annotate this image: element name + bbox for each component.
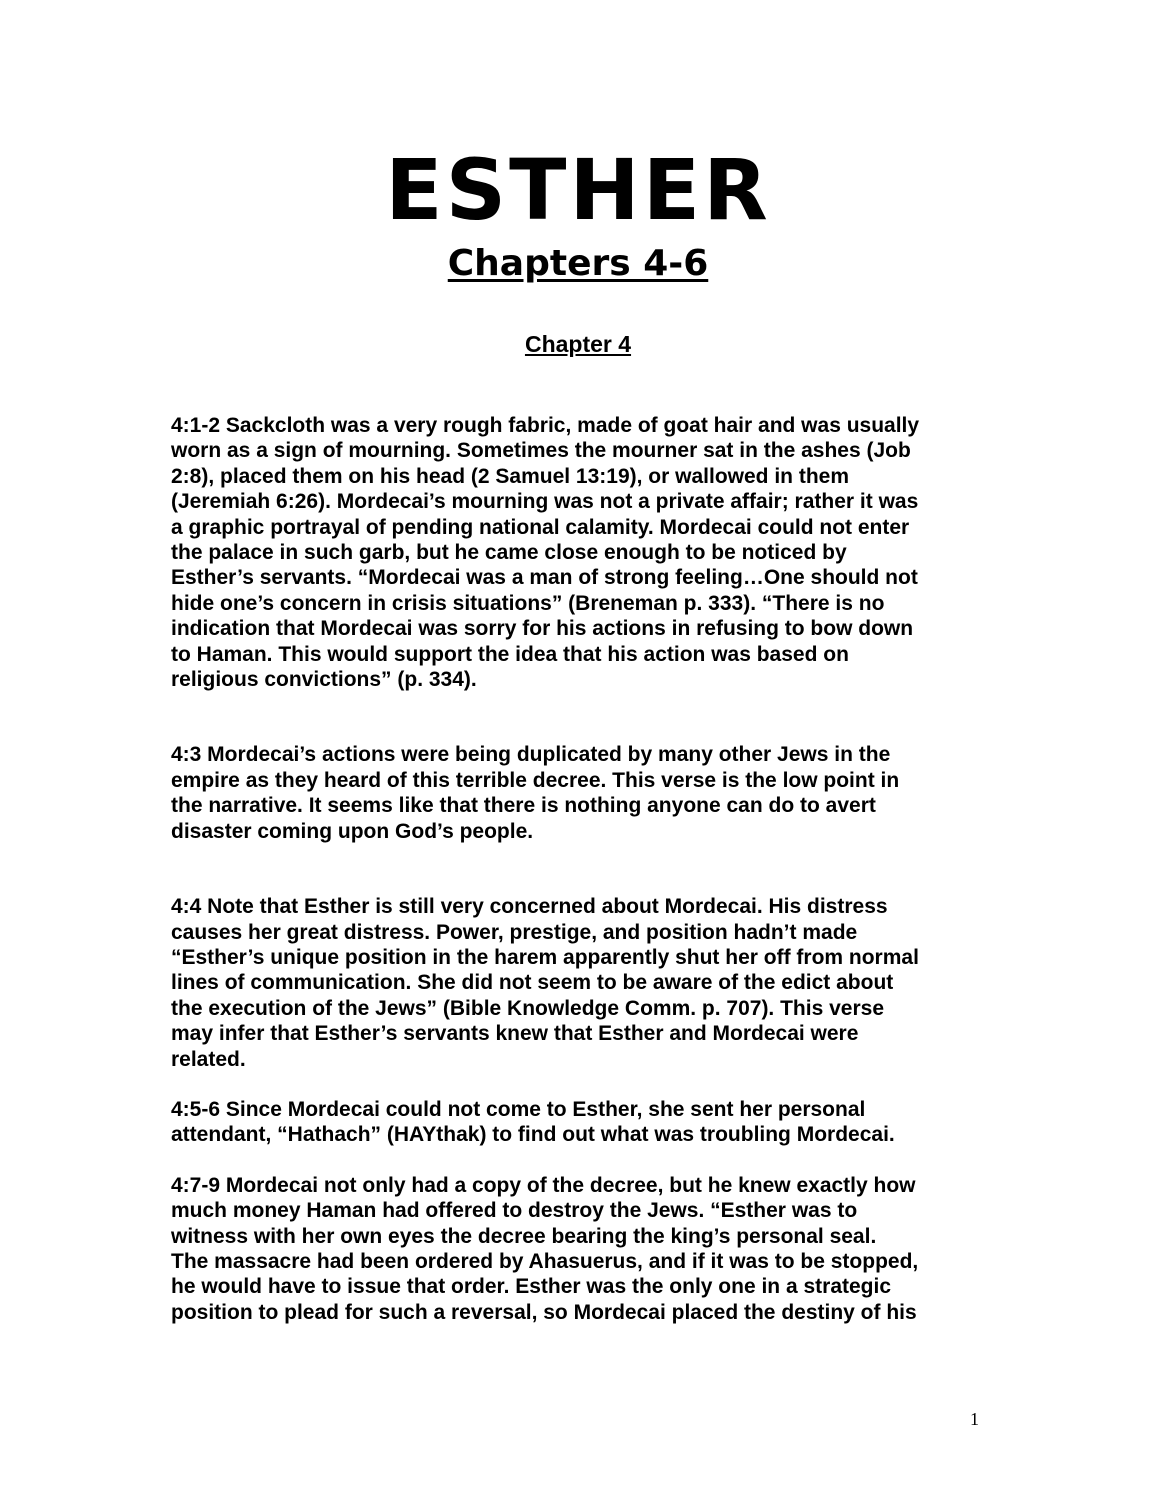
paragraph-4-5-6: 4:5-6 Since Mordecai could not come to Esther, she sent her personal attendant, “Hathach” (HAYthak) to find out what was troubling Mordecai. bbox=[171, 1097, 895, 1147]
document-subtitle: Chapters 4-6 bbox=[447, 243, 709, 284]
paragraph-spacer bbox=[171, 1148, 1001, 1173]
paragraph-4-7-9: 4:7-9 Mordecai not only had a copy of the decree, but he knew exactly how much money Haman had offered to destroy the Jews. “Esther was to witness with her own eyes the decree bearing the king’s personal seal. The massacre had been ordered by Ahasuerus, and if it was to be stopped, he would have to issue that order. Esther was the only one in a strategic position to plead for such a reversal, so Mordecai placed the destiny of his bbox=[171, 1173, 919, 1324]
paragraph-4-1-2: 4:1-2 Sackcloth was a very rough fabric, made of goat hair and was usually worn as a sign of mourning. Sometimes the mourner sat in the ashes (Job 2:8), placed them on his head (2 Samuel 13:19), or wallowed in them (Jeremiah 6:26). Mordecai’s mourning was not a private affair; rather it was a graphic portrayal of pending national calamity. Mordecai could not enter the palace in such garb, but he came close enough to be noticed by Esther’s servants. “Mordecai was a man of strong feeling…One should not hide one’s concern in crisis situations” (Breneman p. 333). “There is no indication that Mordecai was sorry for his actions in refusing to bow down to Haman. This would support the idea that his action was based on religious convictions” (p. 334). bbox=[171, 414, 920, 692]
body-text bbox=[171, 413, 1001, 1325]
paragraph-spacer bbox=[171, 844, 1001, 894]
paragraph-spacer bbox=[171, 692, 1001, 742]
paragraph-4-4: 4:4 Note that Esther is still very concerned about Mordecai. His distress causes her great distress. Power, prestige, and position hadn’t made “Esther’s unique position in the harem apparently shut her off from normal lines of communication. She did not seem to be aware of the edict about the execution of the Jews” (Bible Knowledge Comm. p. 707). This verse may infer that Esther’s servants knew that Esther and Mordecai were related. bbox=[171, 895, 919, 1071]
document-title: ESTHER bbox=[385, 141, 771, 239]
page-number: 1 bbox=[970, 1409, 979, 1429]
chapter-heading: Chapter 4 bbox=[524, 331, 632, 357]
paragraph-4-3: 4:3 Mordecai’s actions were being duplicated by many other Jews in the empire as they heard of this terrible decree. This verse is the low point in the narrative. It seems like that there is nothing anyone can do to avert disaster coming upon God’s people. bbox=[171, 743, 900, 843]
paragraph-spacer bbox=[171, 1072, 1001, 1097]
